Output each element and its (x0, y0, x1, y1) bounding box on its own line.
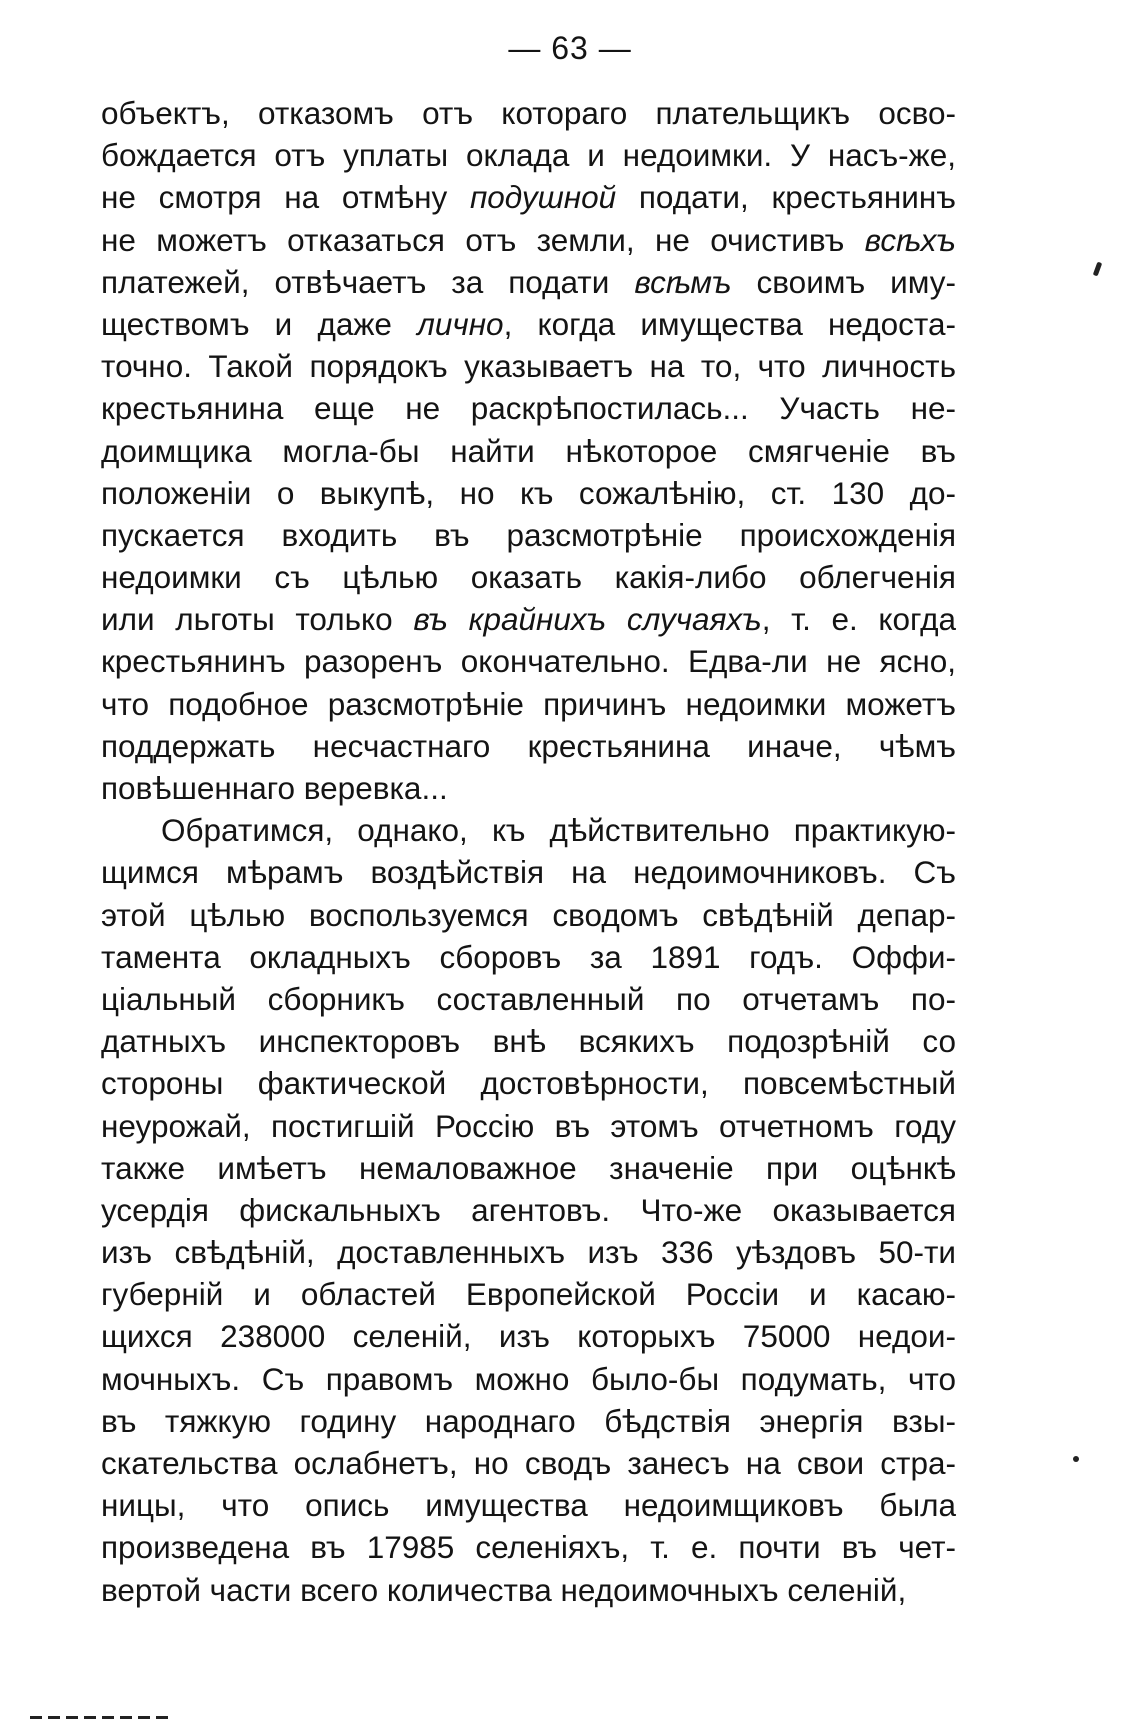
text-line: что подобное разсмотрѣніе причинъ недоимки можетъ (101, 685, 956, 722)
text-line: крестьянинъ разоренъ окончательно. Едва-ли не ясно, (101, 643, 956, 680)
text-line: мочныхъ. Съ правомъ можно было-бы подумать, что (101, 1360, 956, 1397)
text-line: вертой части всего количества недоимочныхъ селеній, (101, 1571, 907, 1608)
emphasized-word: всѣмъ (634, 263, 732, 300)
text-line: ществомъ и даже лично, когда имущества недоста- (101, 305, 956, 342)
emphasized-word: лично (417, 305, 504, 342)
text-line: бождается отъ уплаты оклада и недоимки. У насъ-же, (101, 137, 956, 174)
paragraph (101, 92, 956, 809)
text-line: также имѣетъ немаловажное значеніе при оцѣнкѣ (101, 1149, 956, 1186)
text-line: усердія фискальныхъ агентовъ. Что-же оказывается (101, 1191, 956, 1228)
paragraph (101, 809, 956, 1611)
text-line: щимся мѣрамъ воздѣйствія на недоимочниковъ. Съ (101, 854, 956, 891)
ink-speck (1093, 262, 1102, 277)
emphasized-word: подушной (469, 179, 617, 216)
text-line: Обратимся, однако, къ дѣйствительно практикую- (161, 812, 956, 849)
text-line: повѣшеннаго веревка... (101, 770, 448, 806)
scan-margin-mark (30, 1716, 170, 1719)
text-line: доимщика могла-бы найти нѣкоторое смягченіе въ (101, 432, 956, 469)
text-line: точно. Такой порядокъ указываетъ на то, что личность (101, 348, 956, 385)
text-line: скательства ослабнетъ, но сводъ занесъ на свои стра- (101, 1445, 956, 1481)
emphasized-word: всѣхъ (864, 221, 956, 258)
text-line: не смотря на отмѣну подушной подати, крестьянинъ (101, 179, 956, 216)
text-line: положеніи о выкупѣ, но къ сожалѣнію, ст. 130 до- (101, 474, 956, 511)
text-line: стороны фактической достовѣрности, повсемѣстный (101, 1065, 956, 1102)
text-line: поддержать несчастнаго крестьянина иначе, чѣмъ (101, 727, 956, 764)
text-line: объектъ, отказомъ отъ котораго плательщикъ осво- (101, 95, 956, 131)
text-line: ціальный сборникъ составленный по отчетамъ по- (101, 980, 956, 1017)
text-line: губерній и областей Европейской Россіи и касаю- (101, 1276, 956, 1313)
text-line: изъ свѣдѣній, доставленныхъ изъ 336 уѣздовъ 50-ти (101, 1234, 956, 1271)
text-line: ницы, что опись имущества недоимщиковъ была (101, 1487, 956, 1524)
text-line: въ тяжкую годину народнаго бѣдствія энергія взы- (101, 1402, 956, 1439)
text-line: недоимки съ цѣлью оказать какія-либо облегченія (101, 559, 956, 596)
text-line: или льготы только въ крайнихъ случаяхъ, т. е. когда (101, 601, 957, 638)
text-line: неурожай, постигшій Россію въ этомъ отчетномъ году (101, 1107, 956, 1144)
emphasized-word: въ крайнихъ случаяхъ (413, 601, 762, 638)
ink-speck (1073, 1456, 1079, 1462)
text-line: произведена въ 17985 селеніяхъ, т. е. почти въ чет- (101, 1529, 956, 1566)
text-line: крестьянина еще не раскрѣпостилась... Участь не- (101, 390, 956, 427)
text-line: платежей, отвѣчаетъ за подати всѣмъ своимъ иму- (101, 263, 956, 300)
page-number: — 63 — (508, 30, 632, 66)
text-line: этой цѣлью воспользуемся сводомъ свѣдѣній депар- (101, 896, 956, 933)
text-line: щихся 238000 селеній, изъ которыхъ 75000 недои- (101, 1318, 956, 1355)
text-line: датныхъ инспекторовъ внѣ всякихъ подозрѣній со (101, 1023, 956, 1060)
text-line: тамента окладныхъ сборовъ за 1891 годъ. Оффи- (101, 938, 956, 975)
body-text (101, 92, 956, 1611)
text-line: пускается входить въ разсмотрѣніе происхожденія (101, 516, 956, 553)
text-line: не можетъ отказаться отъ земли, не очистивъ всѣхъ (101, 221, 956, 258)
